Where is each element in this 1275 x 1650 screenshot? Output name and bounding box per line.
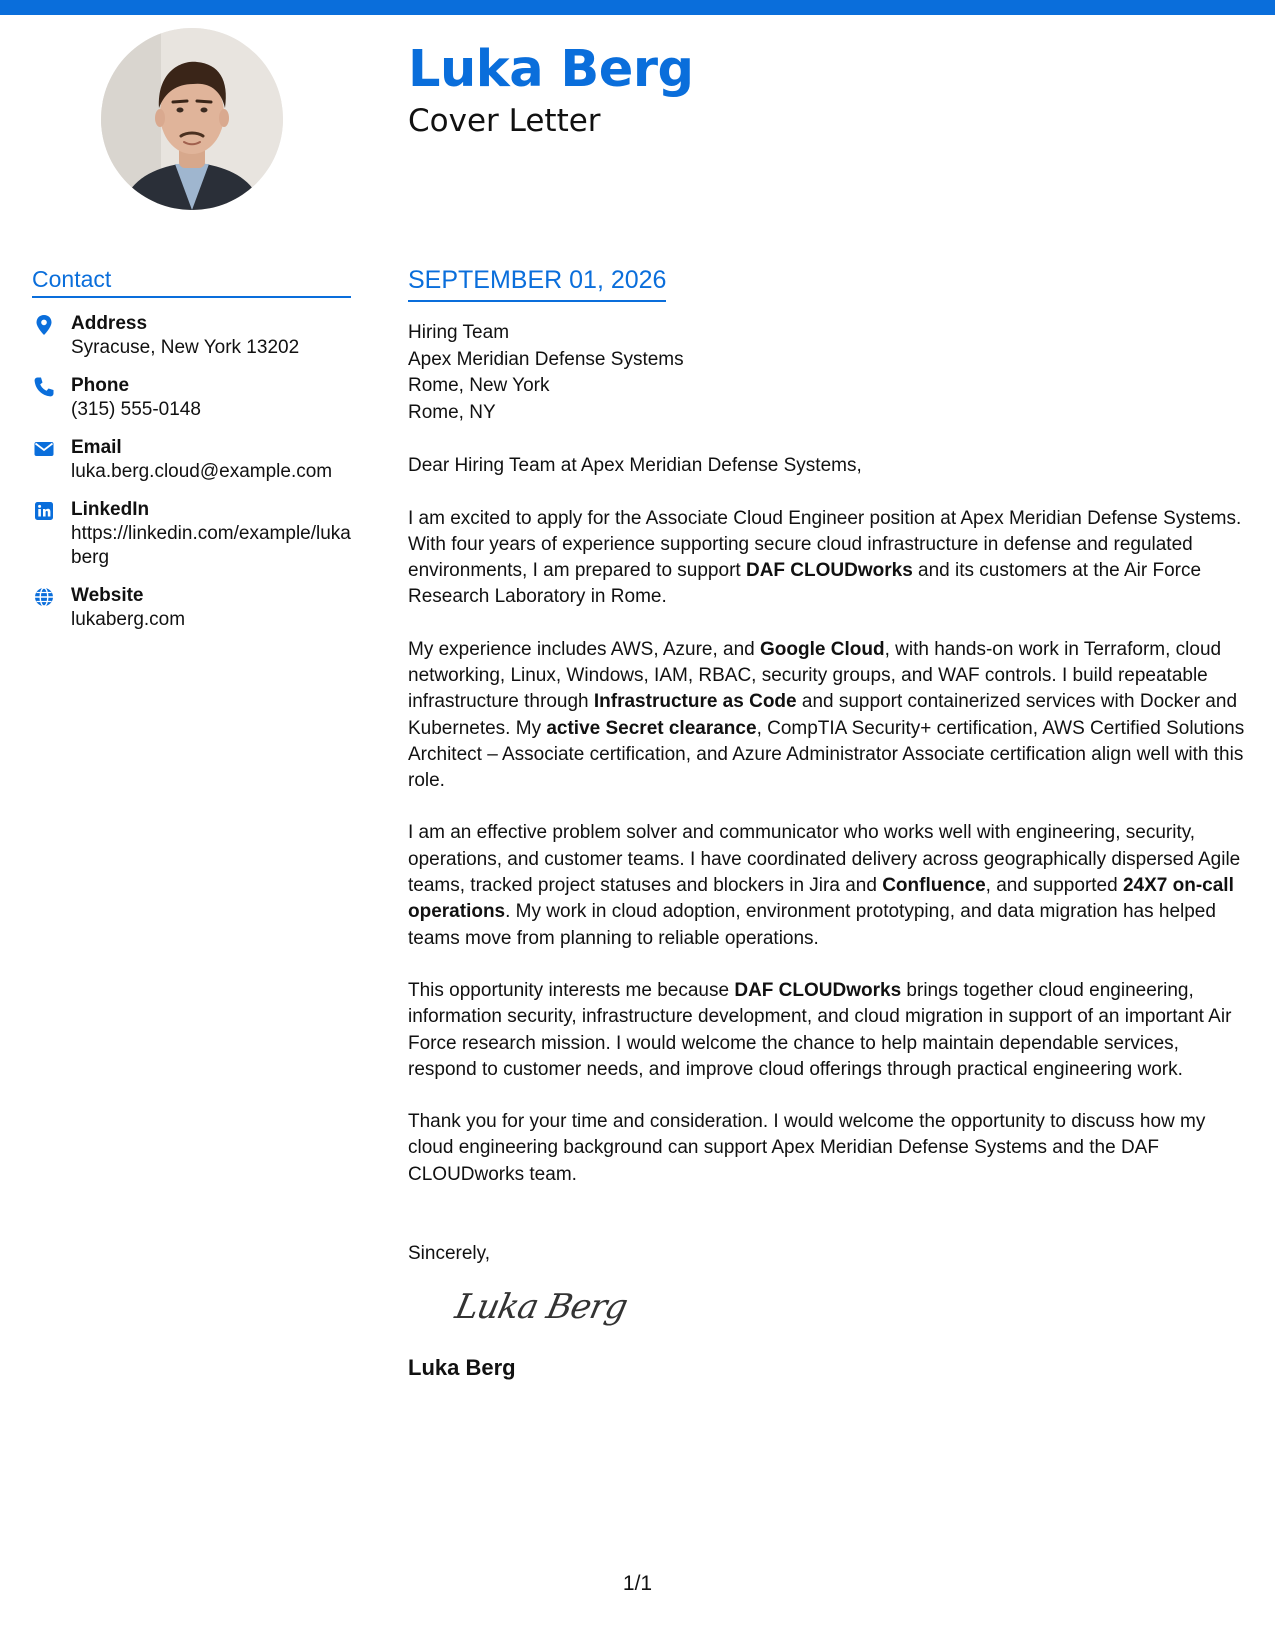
map-pin-icon bbox=[33, 314, 55, 336]
contact-label: LinkedIn bbox=[71, 499, 150, 520]
globe-icon bbox=[33, 586, 55, 608]
closing: Sincerely, bbox=[408, 1243, 491, 1265]
document-title: Cover Letter bbox=[408, 103, 601, 139]
paragraph-text: and its customers at the Air Force Research Laboratory in Rome. bbox=[408, 560, 1202, 608]
contact-website bbox=[32, 584, 351, 632]
letter-paragraph bbox=[408, 506, 1248, 611]
paragraph-text: Thank you for your time and consideration. I would welcome the opportunity to discuss how my cloud engineering background can support Apex Meridian Defense Systems and the DAF CLOUDworks team. bbox=[408, 1111, 1206, 1185]
contact-heading: Contact bbox=[32, 266, 351, 298]
contact-value: Syracuse, New York 13202 bbox=[71, 337, 300, 358]
recipient-line: Apex Meridian Defense Systems bbox=[408, 348, 684, 370]
contact-sidebar bbox=[32, 266, 351, 632]
letter-paragraph bbox=[408, 637, 1248, 795]
letter-body bbox=[408, 266, 1248, 1381]
letter-paragraph bbox=[408, 1109, 1248, 1188]
paragraph-text: , with hands-on work in Terraform, cloud networking, Linux, Windows, IAM, RBAC, security groups, and WAF controls. I build repeatable infrastructure through bbox=[408, 638, 1222, 713]
paragraph-text: I am excited to apply for the Associate Cloud Engineer position at Apex Meridian Defense Systems. With four years of experience supporting secure cloud infrastructure in defense and regulated environments, I am prepared to support bbox=[408, 507, 1242, 582]
bold-text: Confluence bbox=[882, 875, 986, 897]
contact-label: Website bbox=[71, 585, 144, 606]
contact-address bbox=[32, 312, 351, 360]
letter-paragraph bbox=[408, 820, 1248, 951]
signer-name: Luka Berg bbox=[408, 1355, 516, 1381]
paragraph-text: . My work in cloud adoption, environment prototyping, and data migration has helped teams move from planning to reliable operations. bbox=[408, 901, 1216, 949]
contact-email bbox=[32, 436, 351, 484]
bold-text: 24X7 on-call operations bbox=[408, 875, 1234, 923]
top-accent-bar bbox=[0, 0, 1275, 15]
envelope-icon bbox=[33, 438, 55, 460]
paragraph-text: , and supported bbox=[985, 875, 1123, 897]
linkedin-icon bbox=[33, 500, 55, 522]
contact-label: Address bbox=[71, 313, 148, 334]
paragraph-text: I am an effective problem solver and communicator who works well with engineering, security, operations, and customer teams. I have coordinated delivery across geographically dispersed Agile teams, tracked project statuses and blockers in Jira and bbox=[408, 822, 1241, 897]
candidate-name: Luka Berg bbox=[408, 40, 694, 99]
contact-phone bbox=[32, 374, 351, 422]
paragraph-text: This opportunity interests me because bbox=[408, 979, 735, 1001]
recipient-line: Rome, NY bbox=[408, 401, 496, 423]
handwritten-signature: Luka Berg bbox=[451, 1287, 631, 1328]
website-link[interactable]: lukaberg.com bbox=[71, 609, 186, 630]
linkedin-link[interactable]: https://linkedin.com/example/lukaberg bbox=[71, 523, 351, 568]
contact-label: Email bbox=[71, 437, 122, 458]
recipient-line: Hiring Team bbox=[408, 322, 510, 343]
bold-text: DAF CLOUDworks bbox=[745, 560, 913, 582]
paragraph-text: brings together cloud engineering, information security, infrastructure development, and cloud migration in support of an important Air Force research mission. I would welcome the chance to help maintain dependable services, respond to customer needs, and improve cloud offerings through practical engineering work. bbox=[408, 979, 1232, 1080]
recipient-block bbox=[408, 320, 1248, 426]
profile-photo bbox=[101, 28, 283, 210]
recipient-line: Rome, New York bbox=[408, 375, 550, 396]
letter-paragraph bbox=[408, 978, 1248, 1083]
page-number: 1/1 bbox=[622, 1572, 653, 1595]
paragraph-text: , CompTIA Security+ certification, AWS Certified Solutions Architect – Associate certification, and Azure Administrator Associate certification align well with this role. bbox=[408, 717, 1245, 792]
letter-date: SEPTEMBER 01, 2026 bbox=[408, 266, 666, 302]
contact-value: luka.berg.cloud@example.com bbox=[71, 461, 333, 482]
phone-icon bbox=[33, 376, 55, 398]
salutation: Dear Hiring Team at Apex Meridian Defense Systems, bbox=[408, 455, 862, 476]
contact-linkedin bbox=[32, 498, 351, 570]
contact-value: (315) 555-0148 bbox=[71, 399, 201, 420]
bold-text: DAF CLOUDworks bbox=[734, 979, 902, 1001]
bold-text: active Secret clearance bbox=[546, 717, 757, 739]
paragraph-text: My experience includes AWS, Azure, and bbox=[408, 638, 761, 660]
bold-text: Google Cloud bbox=[760, 638, 885, 660]
bold-text: Infrastructure as Code bbox=[593, 691, 797, 713]
contact-label: Phone bbox=[71, 375, 130, 396]
paragraph-text: and support containerized services with Docker and Kubernetes. My bbox=[408, 691, 1238, 739]
